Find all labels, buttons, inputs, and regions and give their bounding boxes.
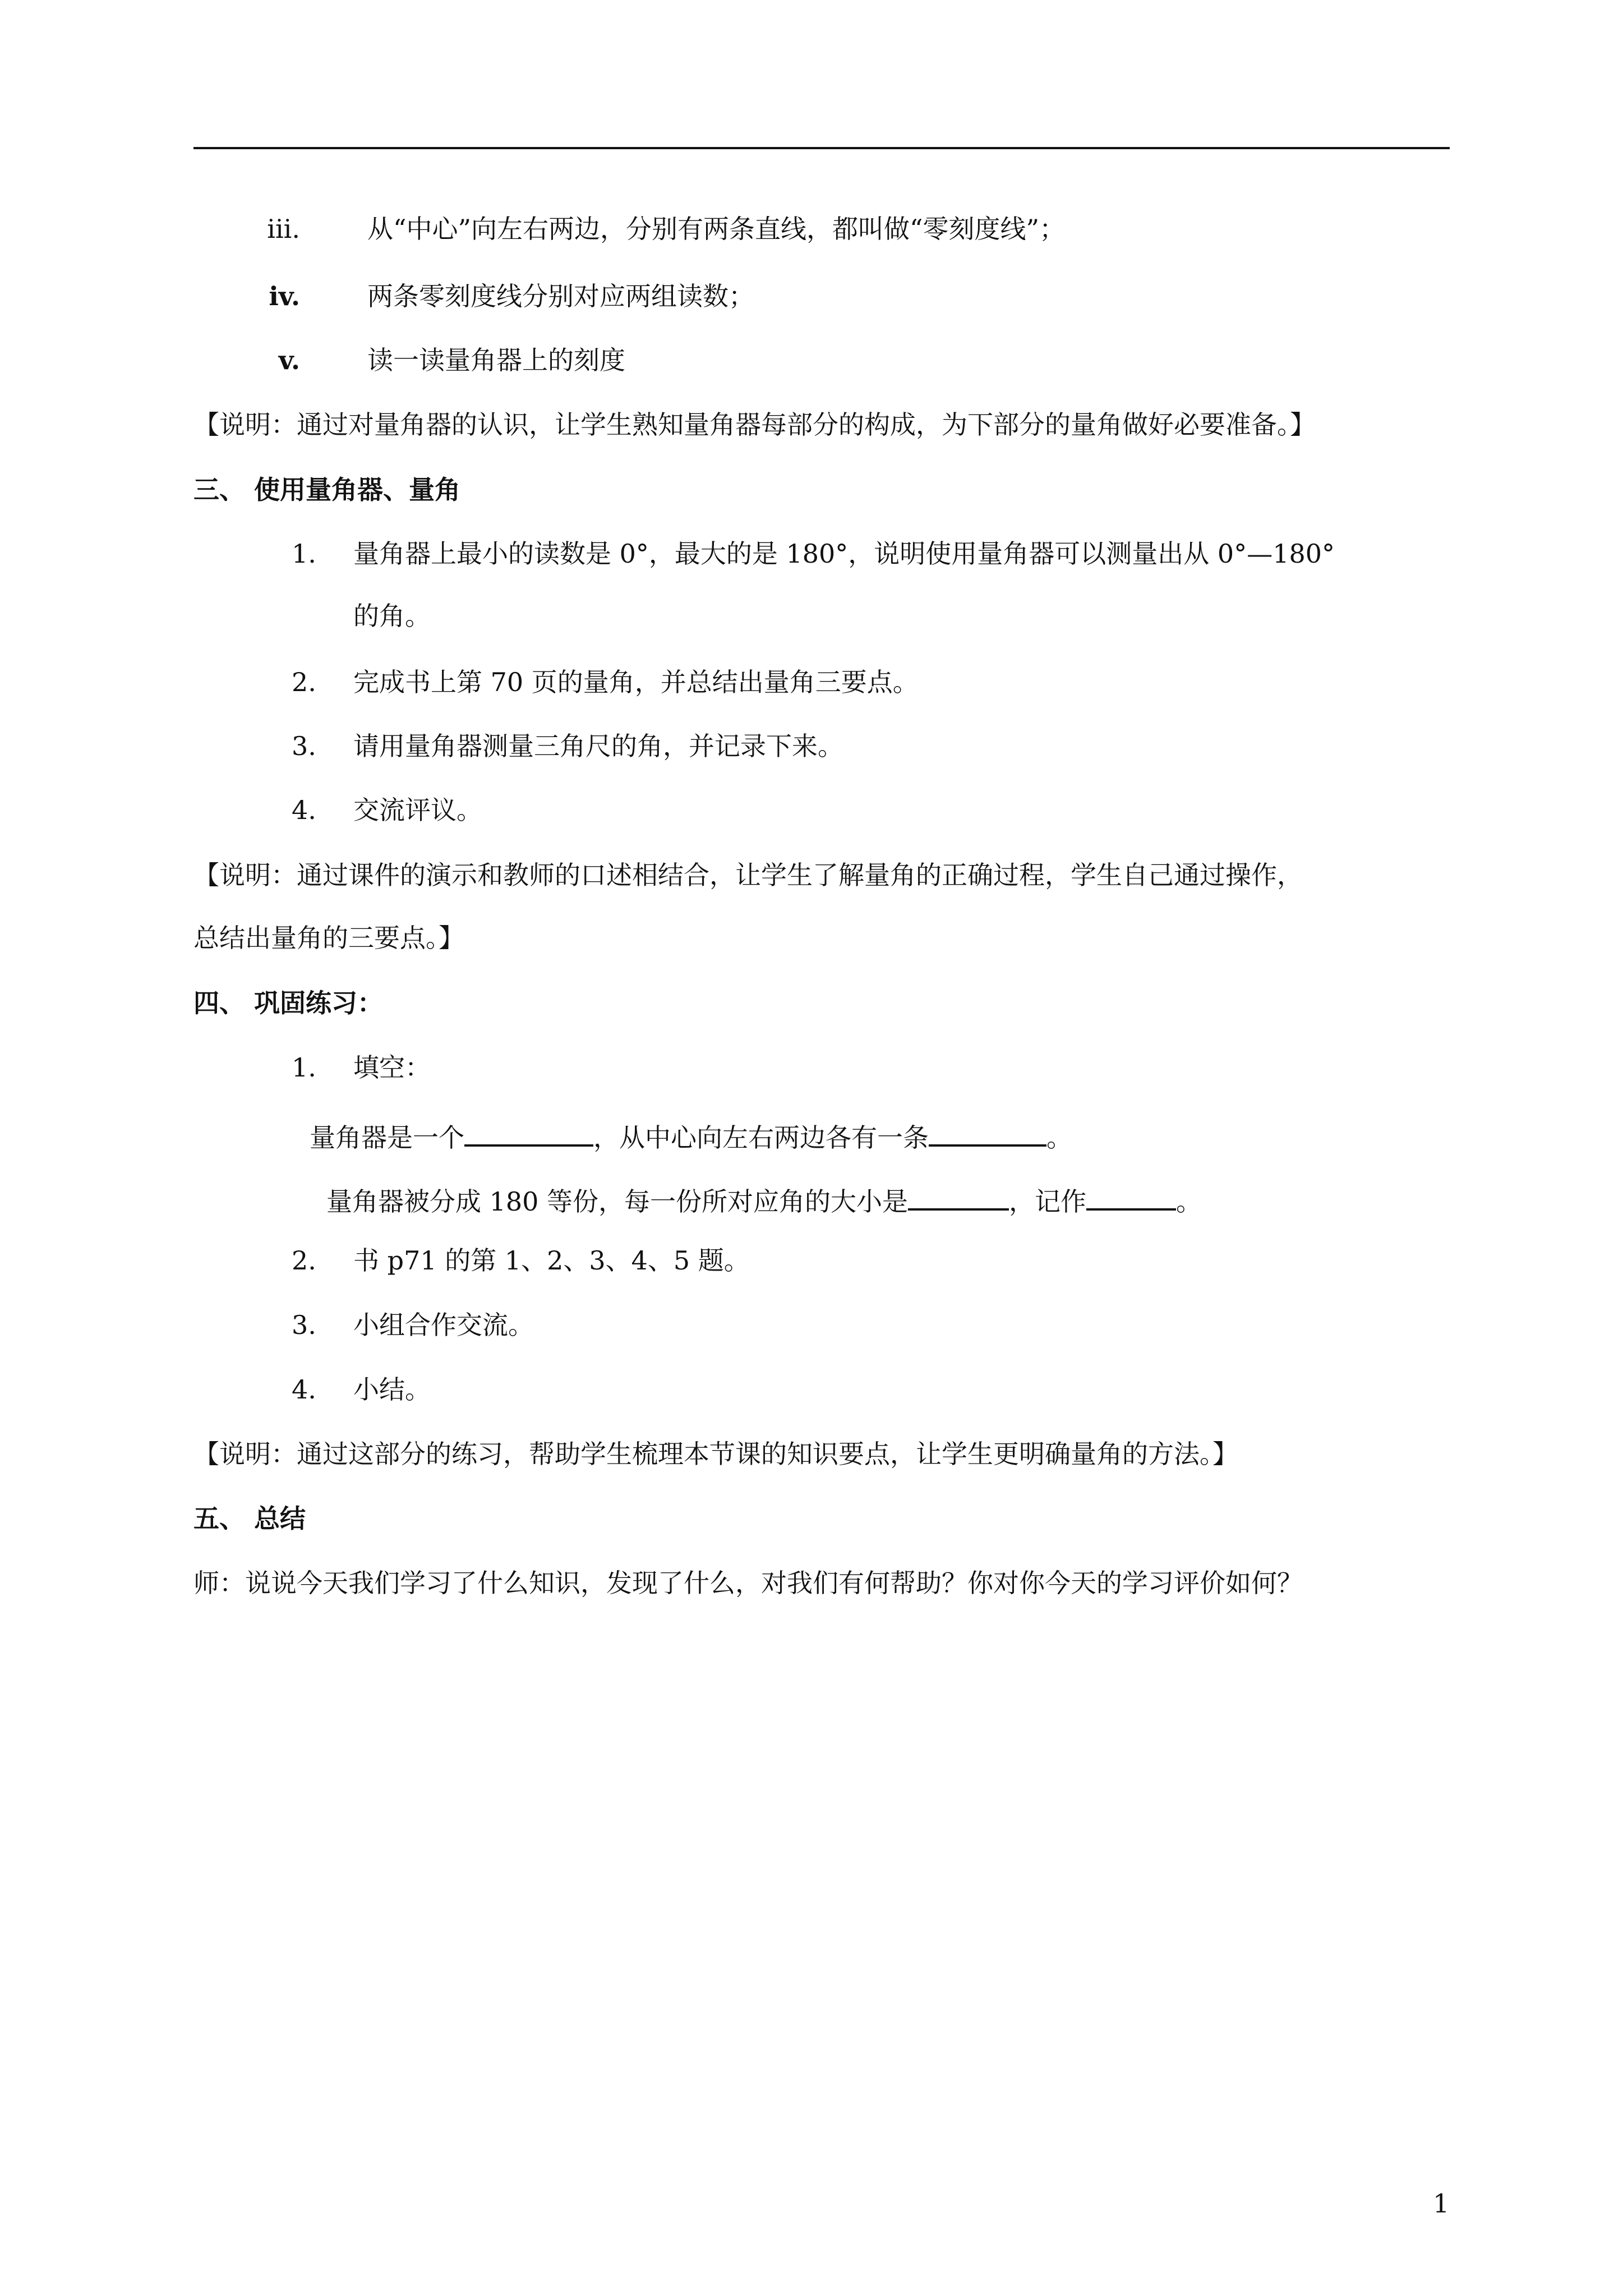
note-text-continued: 总结出量角的三要点。】	[193, 923, 464, 953]
note-text: 【说明：通过这部分的练习，帮助学生梳理本节课的知识要点，让学生更明确量角的方法。】	[193, 1439, 1238, 1469]
fill-text: 量角器被分成 180 等份，每一份所对应角的大小是	[326, 1186, 909, 1217]
list-item-text: 小结。	[353, 1374, 431, 1405]
list-marker: iii.	[267, 214, 300, 244]
list-number: 2.	[292, 667, 316, 697]
answer-blank[interactable]	[929, 1115, 1046, 1147]
list-marker: iv.	[269, 281, 300, 311]
fill-blank-line	[310, 1115, 1072, 1153]
list-item-text: 填空：	[353, 1052, 431, 1083]
fill-text: 。	[1046, 1122, 1072, 1153]
list-number: 3.	[292, 731, 316, 761]
list-item-text: 小组合作交流。	[353, 1310, 534, 1340]
list-item-text: 请用量角器测量三角尺的角，并记录下来。	[353, 731, 843, 761]
section-heading: 五、 总结	[193, 1503, 306, 1534]
fill-text: 。	[1176, 1186, 1202, 1217]
body-paragraph: 师：说说今天我们学习了什么知识，发现了什么，对我们有何帮助？你对你今天的学习评价如何？	[193, 1568, 1303, 1598]
list-item-text: 量角器上最小的读数是 0°，最大的是 180°，说明使用量角器可以测量出从 0°—180°	[353, 539, 1335, 569]
fill-text: ，从中心向左右两边各有一条	[593, 1122, 929, 1153]
list-item-text: 完成书上第 70 页的量角，并总结出量角三要点。	[353, 667, 919, 697]
section-heading: 三、 使用量角器、量角	[193, 475, 461, 505]
fill-text: ，记作	[1009, 1186, 1087, 1217]
answer-blank[interactable]	[908, 1179, 1009, 1211]
list-number: 1.	[292, 1052, 316, 1083]
list-number: 2.	[292, 1245, 316, 1276]
list-item-text: 从“中心”向左右两边，分别有两条直线，都叫做“零刻度线”；	[367, 214, 1066, 244]
section-heading: 四、 巩固练习：	[193, 988, 384, 1018]
list-number: 4.	[292, 1374, 316, 1405]
list-number: 4.	[292, 795, 316, 825]
list-item-text: 交流评议。	[353, 795, 482, 825]
list-item-text: 两条零刻度线分别对应两组读数；	[367, 281, 754, 311]
list-item-text-continued: 的角。	[353, 601, 431, 631]
header-rule	[193, 147, 1450, 149]
list-item-text: 书 p71 的第 1、2、3、4、5 题。	[353, 1245, 750, 1276]
list-marker: v.	[278, 345, 300, 375]
page-number: 1	[1433, 2188, 1450, 2219]
list-number: 3.	[292, 1310, 316, 1340]
list-item-text: 读一读量角器上的刻度	[367, 345, 625, 375]
fill-blank-line	[326, 1179, 1202, 1217]
fill-text: 量角器是一个	[310, 1122, 464, 1153]
answer-blank[interactable]	[1086, 1179, 1176, 1211]
list-number: 1.	[292, 539, 316, 569]
note-text: 【说明：通过对量角器的认识，让学生熟知量角器每部分的构成，为下部分的量角做好必要准备。】	[193, 409, 1316, 440]
answer-blank[interactable]	[464, 1115, 593, 1147]
note-text: 【说明：通过课件的演示和教师的口述相结合，让学生了解量角的正确过程，学生自己通过操作，	[193, 860, 1303, 890]
